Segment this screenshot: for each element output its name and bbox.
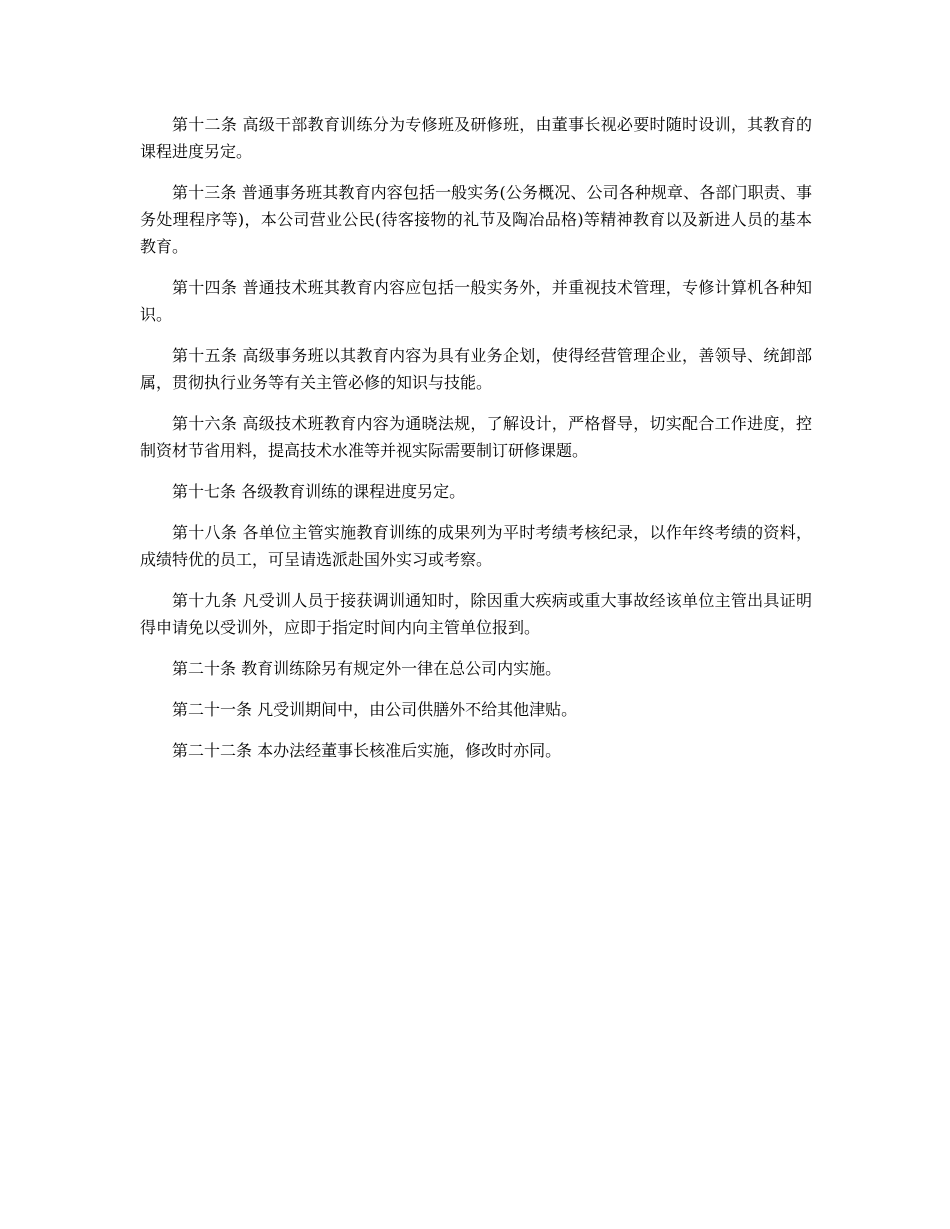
article-13: 第十三条 普通事务班其教育内容包括一般实务(公务概况、公司各种规章、各部门职责、事务处理程序等)，本公司营业公民(待客接物的礼节及陶冶品格)等精神教育以及新进人员的基本教育。	[140, 183, 812, 256]
document-body	[140, 111, 812, 778]
article-22: 第二十二条 本办法经董事长核准后实施，修改时亦同。	[172, 741, 562, 760]
article-16: 第十六条 高级技术班教育内容为通晓法规，了解设计，严格督导，切实配合工作进度，控制资材节省用料，提高技术水准等并视实际需要制订研修课题。	[140, 414, 812, 460]
article-14: 第十四条 普通技术班其教育内容应包括一般实务外，并重视技术管理，专修计算机各种知识。	[140, 278, 812, 324]
article-17: 第十七条 各级教育训练的课程进度另定。	[172, 482, 466, 501]
article-21: 第二十一条 凡受训期间中，由公司供膳外不给其他津贴。	[172, 700, 578, 719]
article-15: 第十五条 高级事务班以其教育内容为具有业务企划，使得经营管理企业，善领导、统卸部属，贯彻执行业务等有关主管必修的知识与技能。	[140, 346, 812, 392]
article-18: 第十八条 各单位主管实施教育训练的成果列为平时考绩考核纪录，以作年终考绩的资料，成绩特优的员工，可呈请选派赴国外实习或考察。	[140, 523, 812, 569]
article-20: 第二十条 教育训练除另有规定外一律在总公司内实施。	[172, 659, 562, 678]
article-12: 第十二条 高级干部教育训练分为专修班及研修班，由董事长视必要时随时设训，其教育的课程进度另定。	[140, 115, 812, 161]
article-19: 第十九条 凡受训人员于接获调训通知时，除因重大疾病或重大事故经该单位主管出具证明得申请免以受训外，应即于指定时间内向主管单位报到。	[140, 591, 812, 637]
